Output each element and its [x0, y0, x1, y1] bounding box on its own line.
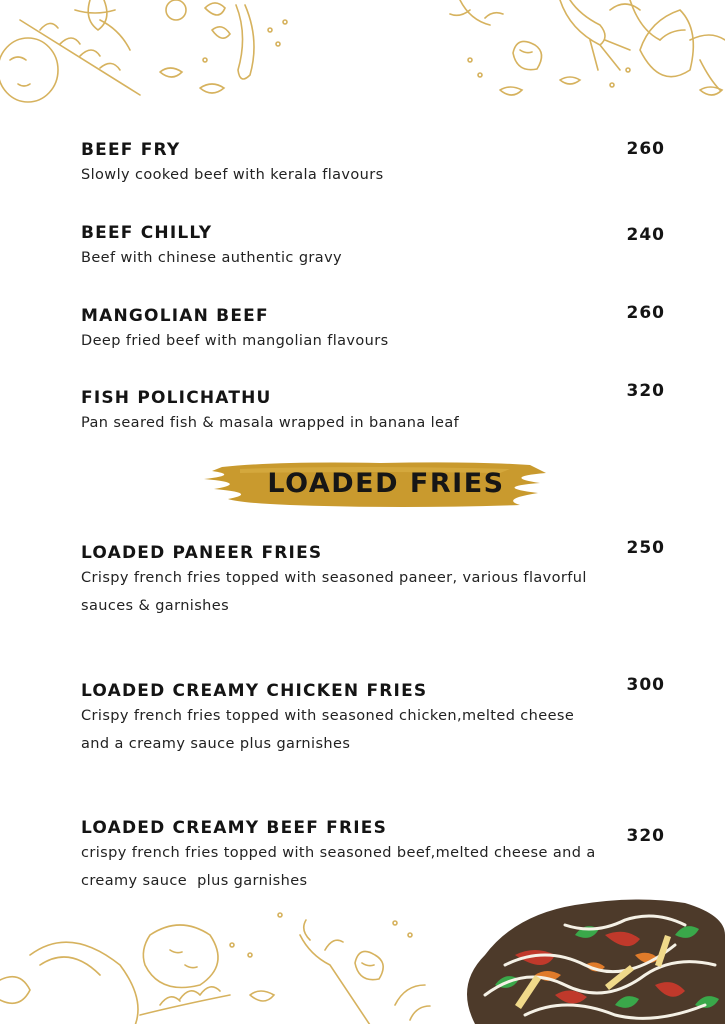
item-price: 320 — [626, 826, 665, 846]
item-description: Deep fried beef with mangolian flavours — [81, 333, 389, 349]
top-vegetable-decoration — [0, 0, 725, 120]
item-description: Crispy french fries topped with seasoned paneer, various flavorful sauces & garnishes — [81, 570, 597, 614]
item-description: Beef with chinese authentic gravy — [81, 250, 343, 266]
section-banner — [200, 455, 548, 511]
menu-item — [81, 817, 681, 895]
item-name: BEEF CHILLY — [81, 223, 213, 243]
item-name: FISH POLICHATHU — [81, 388, 272, 408]
item-description: Slowly cooked beef with kerala flavours — [81, 167, 384, 183]
menu-item — [81, 675, 681, 758]
menu-item — [81, 222, 681, 272]
item-name: LOADED PANEER FRIES — [81, 543, 323, 563]
item-description: crispy french fries topped with seasoned beef,melted cheese and a creamy sauce plus garnishes — [81, 845, 601, 889]
menu-item — [81, 381, 681, 437]
menu-item — [81, 538, 681, 620]
item-name: MANGOLIAN BEEF — [81, 306, 269, 326]
menu-item — [81, 305, 681, 355]
item-price: 260 — [626, 139, 665, 159]
item-price: 260 — [626, 303, 665, 323]
item-name: LOADED CREAMY BEEF FRIES — [81, 818, 388, 838]
item-name: BEEF FRY — [81, 140, 181, 160]
item-price: 300 — [626, 675, 665, 695]
item-price: 320 — [626, 381, 665, 401]
item-price: 250 — [626, 538, 665, 558]
loaded-fries-photo-icon — [455, 895, 725, 1024]
item-name: LOADED CREAMY CHICKEN FRIES — [81, 681, 428, 701]
loaded-fries-photo — [455, 895, 725, 1024]
item-description: Crispy french fries topped with seasoned chicken,melted cheese and a creamy sauce plus garnishes — [81, 708, 580, 752]
item-price: 240 — [626, 225, 665, 245]
item-description: Pan seared fish & masala wrapped in banana leaf — [81, 415, 460, 431]
menu-item — [81, 139, 681, 189]
vegetable-line-art-icon — [0, 0, 725, 120]
section-title: LOADED FRIES — [267, 467, 505, 499]
